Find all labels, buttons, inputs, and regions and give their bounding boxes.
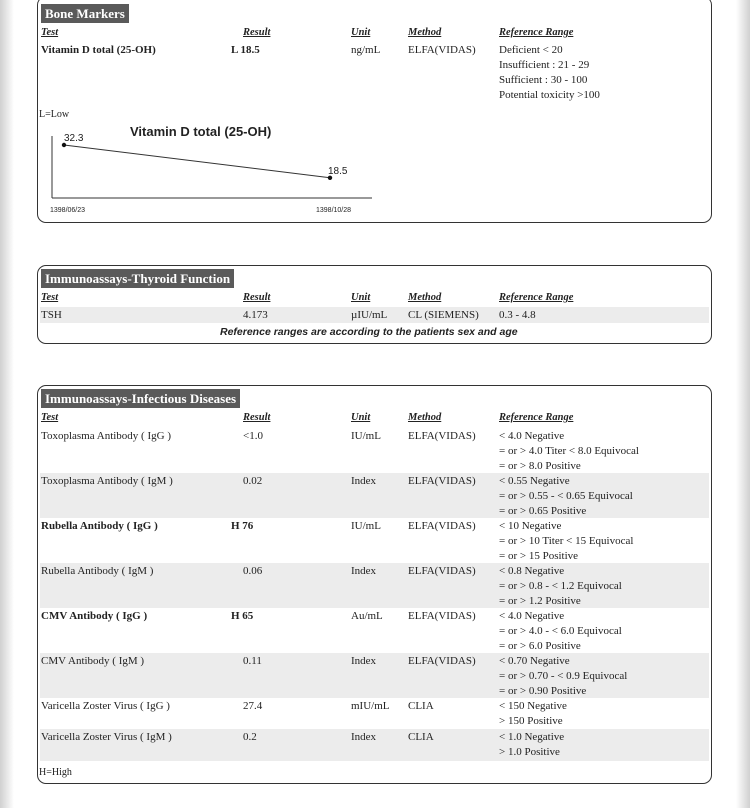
header-reference-range: Reference Range [499,292,574,303]
test-unit: µIU/mL [351,309,388,321]
reference-range [499,564,622,609]
test-name: Varicella Zoster Virus ( IgM ) [41,731,172,743]
data-label: 18.5 [328,165,348,177]
test-method: ELFA(VIDAS) [408,430,476,442]
test-result: L 18.5 [231,44,260,56]
ref-line: > 1.0 Positive [499,746,560,758]
header-result: Result [243,292,271,303]
ref-line: = or > 4.0 - < 6.0 Equivocal [499,625,622,637]
test-unit: Index [351,475,377,487]
ref-line: < 1.0 Negative [499,731,565,743]
test-name: TSH [41,309,62,321]
test-name: CMV Antibody ( IgG ) [41,610,148,622]
test-unit: Index [351,731,377,743]
reference-range [499,699,567,729]
test-unit: ng/mL [351,44,381,56]
test-unit: Au/mL [351,610,383,622]
test-method: ELFA(VIDAS) [408,520,476,532]
test-result: 4.173 [243,309,268,321]
test-unit: Index [351,565,377,577]
test-name: Rubella Antibody ( IgM ) [41,565,154,577]
reference-range [499,730,564,760]
test-method: CLIA [408,700,434,712]
section-title: Immunoassays-Thyroid Function [41,269,234,288]
test-result: 0.02 [243,475,263,487]
header-unit: Unit [351,27,371,38]
ref-line: > 150 Positive [499,715,563,727]
ref-line: < 0.55 Negative [499,475,570,487]
ref-line: = or > 0.70 - < 0.9 Equivocal [499,670,628,682]
test-method: ELFA(VIDAS) [408,610,476,622]
test-method: ELFA(VIDAS) [408,565,476,577]
test-name: Rubella Antibody ( IgG ) [41,520,158,532]
ref-line: = or > 1.2 Positive [499,595,581,607]
test-unit: Index [351,655,377,667]
reference-range [499,474,633,519]
ref-line: Deficient < 20 [499,44,563,56]
ref-line: < 0.70 Negative [499,655,570,667]
test-unit: IU/mL [351,520,381,532]
test-method: ELFA(VIDAS) [408,44,476,56]
test-method: CLIA [408,731,434,743]
ref-line: = or > 0.55 - < 0.65 Equivocal [499,490,633,502]
page-edge-right [736,0,750,808]
test-result: 0.2 [243,731,257,743]
vitamin-d-trend-chart [38,132,398,222]
test-unit: IU/mL [351,430,381,442]
header-test: Test [41,412,59,423]
reference-range [499,654,627,699]
reference-range [499,519,633,564]
ref-line: < 150 Negative [499,700,567,712]
reference-range: 0.3 - 4.8 [499,309,536,321]
reference-range [499,43,600,103]
test-result: <1.0 [243,430,263,442]
ref-line: = or > 0.90 Positive [499,685,587,697]
test-name: Toxoplasma Antibody ( IgM ) [41,475,173,487]
test-method: ELFA(VIDAS) [408,655,476,667]
ref-line: Potential toxicity >100 [499,89,600,101]
ref-line: = or > 0.8 - < 1.2 Equivocal [499,580,622,592]
test-result: H 65 [231,610,254,622]
header-method: Method [408,27,442,38]
ref-line: = or > 15 Positive [499,550,579,562]
header-method: Method [408,292,442,303]
reference-note: Reference ranges are according to the patients sex and age [220,326,518,338]
bone-markers-section [37,0,712,223]
section-title: Immunoassays-Infectious Diseases [41,389,240,408]
test-method: CL (SIEMENS) [408,309,479,321]
reference-range [499,429,639,474]
test-result: H 76 [231,520,254,532]
section-title: Bone Markers [41,4,129,23]
header-unit: Unit [351,292,371,303]
ref-line: < 10 Negative [499,520,562,532]
test-result: 27.4 [243,700,263,712]
header-result: Result [243,412,271,423]
data-label: 32.3 [64,133,84,145]
low-legend: L=Low [39,109,70,120]
test-name: Varicella Zoster Virus ( IgG ) [41,700,170,712]
header-reference-range: Reference Range [499,27,574,38]
ref-line: = or > 0.65 Positive [499,505,587,517]
header-test: Test [41,292,59,303]
ref-line: = or > 6.0 Positive [499,640,581,652]
test-result: 0.06 [243,565,263,577]
header-reference-range: Reference Range [499,412,574,423]
test-name: CMV Antibody ( IgM ) [41,655,145,667]
header-result: Result [243,27,271,38]
infectious-diseases-section [37,385,712,784]
page-edge-left [0,0,14,808]
test-unit: mIU/mL [351,700,390,712]
high-legend: H=High [39,767,72,778]
ref-line: Insufficient : 21 - 29 [499,59,590,71]
chart-title: Vitamin D total (25-OH) [130,124,272,139]
test-name: Toxoplasma Antibody ( IgG ) [41,430,171,442]
thyroid-function-section [37,265,712,344]
ref-line: = or > 8.0 Positive [499,460,581,472]
x-tick-label: 1398/10/28 [316,207,352,214]
series-line [64,145,330,178]
x-tick-label: 1398/06/23 [50,207,86,214]
ref-line: < 4.0 Negative [499,430,565,442]
ref-line: Sufficient : 30 - 100 [499,74,588,86]
reference-range [499,609,622,654]
header-test: Test [41,27,59,38]
test-method: ELFA(VIDAS) [408,475,476,487]
ref-line: < 4.0 Negative [499,610,565,622]
header-unit: Unit [351,412,371,423]
test-result: 0.11 [243,655,262,667]
ref-line: = or > 10 Titer < 15 Equivocal [499,535,634,547]
test-name: Vitamin D total (25-OH) [41,44,156,56]
header-method: Method [408,412,442,423]
ref-line: < 0.8 Negative [499,565,565,577]
ref-line: = or > 4.0 Titer < 8.0 Equivocal [499,445,639,457]
